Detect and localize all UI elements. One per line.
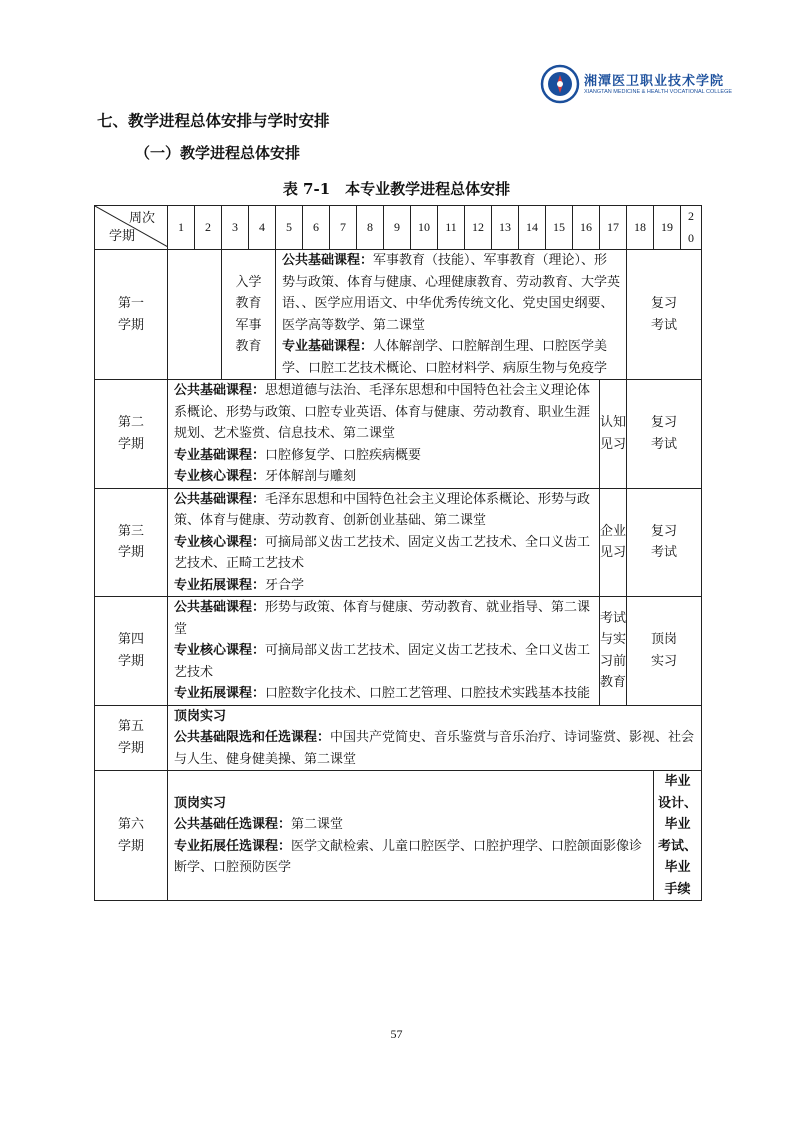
practice-cell: 认知 见习 — [600, 380, 627, 489]
course-group — [174, 706, 695, 728]
course-content-cell — [276, 250, 627, 380]
semester-row — [95, 380, 702, 489]
course-list: 可摘局部义齿工艺技术、固定义齿工艺技术、全口义齿工艺技术 — [174, 643, 591, 680]
week-number-cell: 7 — [330, 206, 357, 250]
course-group-title: 公共基础课程： — [174, 491, 266, 507]
week-number-cell: 16 — [573, 206, 600, 250]
week-number-cell: 17 — [600, 206, 627, 250]
course-group-title: 专业拓展任选课程： — [174, 838, 292, 854]
course-group — [174, 597, 593, 640]
header-row — [95, 206, 702, 250]
orientation-cell: 入学 教育 军事 教育 — [222, 250, 276, 380]
teaching-schedule-table — [94, 205, 702, 901]
course-group-title: 专业核心课程： — [174, 534, 266, 550]
course-group-title: 专业核心课程： — [174, 469, 266, 484]
course-group — [174, 814, 647, 836]
course-group-title: 公共基础课程： — [174, 383, 266, 398]
exam-cell: 复习 考试 — [627, 250, 702, 380]
semester-row — [95, 597, 702, 706]
week-number-cell: 11 — [438, 206, 465, 250]
course-group — [174, 793, 647, 815]
week-number-cell: 4 — [249, 206, 276, 250]
course-list: 口腔修复学、口腔疾病概要 — [265, 447, 422, 463]
course-group-title: 公共基础课程： — [282, 253, 374, 268]
college-emblem-icon — [540, 64, 580, 104]
week-axis-label: 周次 — [128, 211, 155, 226]
week-number-cell: 3 — [222, 206, 249, 250]
course-group-title: 专业基础课程： — [282, 339, 374, 354]
course-list: 毛泽东思想和中国特色社会主义理论体系概论、形势与政策、体育与健康、劳动教育、创新创业基础、第二课堂 — [174, 491, 591, 528]
course-content-cell — [168, 705, 702, 771]
course-group-title: 顶岗实习 — [174, 708, 227, 724]
corner-header-cell — [95, 206, 168, 250]
semester-label-cell: 第三 学期 — [95, 488, 168, 597]
course-group-title: 专业拓展课程： — [174, 686, 266, 701]
course-content-cell — [168, 380, 600, 489]
course-group — [174, 532, 593, 575]
practice-cell: 企业 见习 — [600, 488, 627, 597]
course-group — [174, 445, 593, 467]
course-list: 形势与政策、体育与健康、劳动教育、就业指导、第二课堂 — [174, 600, 591, 637]
course-group — [174, 836, 647, 879]
exam-cell: 复习 考试 — [627, 380, 702, 489]
week-number-cell: 6 — [303, 206, 330, 250]
week-number-cell: 19 — [654, 206, 681, 250]
course-list: 军事教育（技能）、军事教育（理论）、形势与政策、体育与健康、心理健康教育、劳动教育、大学英语、、医学应用语文、中华优秀传统文化、党史国史纲要、医学高等数学、第二课堂 — [282, 253, 621, 333]
week-number-cell: 2 — [195, 206, 222, 250]
table-caption: 表 7-1 本专业教学进程总体安排 — [282, 180, 511, 198]
semester-label-cell: 第二 学期 — [95, 380, 168, 489]
course-group — [174, 489, 593, 532]
course-group — [174, 640, 593, 683]
week-number-cell: 18 — [627, 206, 654, 250]
semester-axis-label: 学期 — [109, 228, 136, 244]
semester-row — [95, 771, 702, 901]
course-group-title: 专业基础课程： — [174, 447, 266, 463]
subsection-heading: （一）教学进程总体安排 — [135, 144, 301, 162]
semester-row — [95, 705, 702, 771]
course-group-title: 公共基础任选课程： — [174, 817, 292, 832]
course-group — [282, 336, 620, 379]
course-content-cell — [168, 488, 600, 597]
week-number-cell: 10 — [411, 206, 438, 250]
section-heading: 七、教学进程总体安排与学时安排 — [97, 111, 330, 130]
course-list: 牙合学 — [265, 577, 305, 593]
course-list: 牙体解剖与雕刻 — [265, 469, 357, 484]
week-number-cell: 15 — [546, 206, 573, 250]
blank-weeks-cell — [168, 250, 222, 380]
course-group-title: 公共基础限选和任选课程： — [174, 730, 331, 745]
course-group — [174, 466, 593, 488]
course-list: 可摘局部义齿工艺技术、固定义齿工艺技术、全口义齿工艺技术、正畸工艺技术 — [174, 534, 591, 571]
course-group-title: 专业拓展课程： — [174, 577, 266, 593]
semester-row — [95, 488, 702, 597]
course-list: 口腔数字化技术、口腔工艺管理、口腔技术实践基本技能 — [265, 686, 591, 701]
semester-label-cell: 第五 学期 — [95, 705, 168, 771]
graduation-cell: 毕业 设计、 毕业 考试、 毕业 手续 — [654, 771, 702, 901]
exam-cell: 顶岗 实习 — [627, 597, 702, 706]
page-number: 57 — [390, 1027, 403, 1041]
course-list: 人体解剖学、口腔解剖生理、口腔医学美学、口腔工艺技术概论、口腔材料学、病原生物与免疫学 — [282, 339, 608, 376]
semester-label-cell: 第四 学期 — [95, 597, 168, 706]
week-number-cell: 14 — [519, 206, 546, 250]
semester-label-cell: 第一 学期 — [95, 250, 168, 380]
course-group — [282, 250, 620, 336]
course-list: 第二课堂 — [291, 817, 344, 832]
semester-row — [95, 250, 702, 380]
college-logo — [540, 64, 733, 108]
course-group — [174, 575, 593, 597]
course-group-title: 顶岗实习 — [174, 795, 227, 811]
course-group — [174, 380, 593, 445]
course-list: 思想道德与法治、毛泽东思想和中国特色社会主义理论体系概论、形势与政策、口腔专业英语、体育与健康、劳动教育、职业生涯规划、艺术鉴赏、信息技术、第二课堂 — [174, 383, 591, 441]
week-number-cell: 13 — [492, 206, 519, 250]
course-content-cell — [168, 597, 600, 706]
week-number-cell: 8 — [357, 206, 384, 250]
course-group — [174, 683, 593, 705]
week-number-cell: 5 — [276, 206, 303, 250]
course-list: 中国共产党简史、音乐鉴赏与音乐治疗、诗词鉴赏、影视、社会与人生、健身健美操、第二课堂 — [174, 730, 695, 767]
course-group — [174, 727, 695, 770]
college-name-cn: 湘潭医卫职业技术学院 — [584, 74, 725, 89]
semester-label-cell: 第六 学期 — [95, 771, 168, 901]
course-list: 医学文献检索、儿童口腔医学、口腔护理学、口腔颌面影像诊断学、口腔预防医学 — [174, 838, 643, 875]
exam-cell: 复习 考试 — [627, 488, 702, 597]
college-name-en: XIANGTAN MEDICINE & HEALTH VOCATIONAL COLLEGE — [584, 89, 733, 95]
course-group-title: 专业核心课程： — [174, 643, 266, 658]
practice-cell: 考试 与实 习前 教育 — [600, 597, 627, 706]
week-number-cell: 12 — [465, 206, 492, 250]
week-number-cell: 1 — [168, 206, 195, 250]
week-number-cell: 9 — [384, 206, 411, 250]
course-group-title: 公共基础课程： — [174, 600, 266, 615]
week-number-cell: 2 0 — [681, 206, 702, 250]
course-content-cell — [168, 771, 654, 901]
